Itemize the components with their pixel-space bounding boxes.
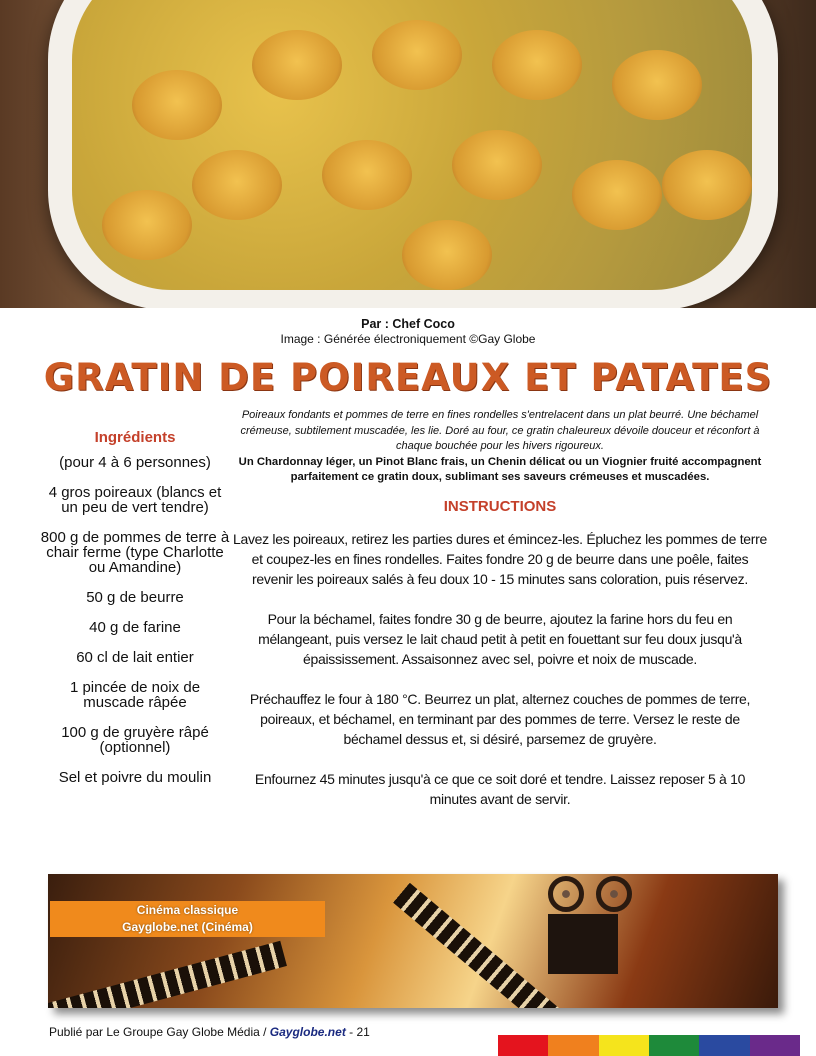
recipe-title: GRATIN DE POIREAUX ET PATATES [43, 356, 773, 399]
ingredient-item: 100 g de gruyère râpé (optionnel) [61, 724, 209, 756]
projector-icon [548, 914, 618, 974]
intro-text: Poireaux fondants et pommes de terre en fines rondelles s'entrelacent dans un plat beurré. Une béchamel crémeuse, subtilement muscadée, les lie. Doré au four, ce gratin chaleureux dévoile douceur et réconfort à chaque bouchée pour les hivers rigoureux. [240, 409, 760, 452]
cinema-ad-banner[interactable] [48, 874, 778, 1008]
banner-line2: Gayglobe.net (Cinéma) [122, 920, 253, 934]
page-number: - 21 [345, 1025, 370, 1039]
film-reel-icon [596, 876, 632, 912]
film-reel-icon [548, 876, 584, 912]
instruction-step: Lavez les poireaux, retirez les parties dures et émincez-les. Épluchez les pommes de terre et coupez-les en fines rondelles. Faites fondre 20 g de beurre dans une poêle, faites revenir les poireaux salés à feu doux 10 - 15 minutes sans coloration, puis réservez. [232, 530, 768, 587]
film-strip [48, 941, 287, 1008]
credits [0, 317, 816, 347]
ingredient-item: 1 pincée de noix de muscade râpée [69, 679, 201, 711]
instruction-step: Pour la béchamel, faites fondre 30 g de beurre, ajoutez la farine hors du feu en mélangeant, puis versez le lait chaud petit à petit en fouettant sur feu doux jusqu'à épaississement. Assaisonnez avec sel, poivre et noix de muscade. [258, 610, 742, 667]
image-credit: Image : Générée électroniquement ©Gay Globe [280, 332, 536, 346]
wine-pairing: Un Chardonnay léger, un Pinot Blanc frais, un Chenin délicat ou un Viognier fruité accompagnent parfaitement ce gratin doux, sublimant ses saveurs crémeuses et muscadées. [238, 455, 762, 483]
publisher-text: Publié par Le Groupe Gay Globe Média / [49, 1025, 270, 1039]
gratin [72, 0, 752, 290]
instructions-heading: INSTRUCTIONS [443, 497, 557, 515]
rainbow-stripe [498, 1035, 800, 1056]
ingredient-item: 40 g de farine [89, 619, 181, 636]
ingredients-column [40, 430, 230, 800]
film-strip [393, 883, 563, 1008]
author: Par : Chef Coco [361, 317, 455, 331]
hero-image-gratin [0, 0, 816, 308]
ingredient-item: 60 cl de lait entier [76, 649, 194, 666]
ingredient-item: 50 g de beurre [86, 589, 184, 606]
ingredient-item: 800 g de pommes de terre à chair ferme (type Charlotte ou Amandine) [40, 529, 230, 576]
ingredient-item: 4 gros poireaux (blancs et un peu de vert tendre) [48, 484, 222, 516]
footer [49, 1025, 370, 1039]
ingredient-item: (pour 4 à 6 personnes) [59, 454, 211, 471]
instruction-step: Enfournez 45 minutes jusqu'à ce que ce soit doré et tendre. Laissez reposer 5 à 10 minutes avant de servir. [254, 770, 746, 807]
instructions-column [230, 408, 770, 829]
banner-label[interactable] [50, 901, 325, 937]
site-link[interactable]: Gayglobe.net [269, 1025, 346, 1039]
ingredients-heading: Ingrédients [94, 429, 176, 446]
instruction-step: Préchauffez le four à 180 °C. Beurrez un plat, alternez couches de pommes de terre, poireaux, et béchamel, en terminant par des pommes de terre. Versez le reste de béchamel dessus et, si désiré, parsemez de gruyère. [249, 690, 751, 747]
ingredient-item: Sel et poivre du moulin [58, 769, 212, 786]
banner-line1: Cinéma classique [136, 903, 239, 917]
